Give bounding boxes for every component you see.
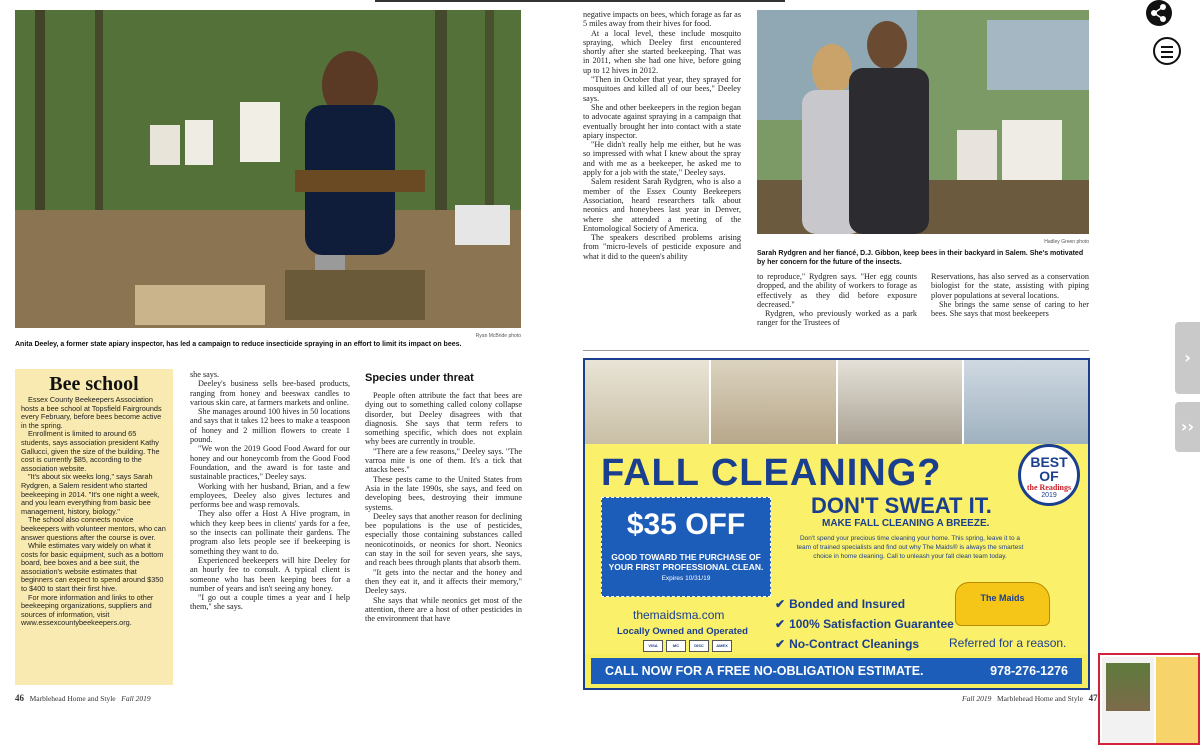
- sidebar-paragraph: The school also connects novice beekeepers with volunteer mentors, who can answer questions after the course is over.: [21, 515, 166, 542]
- coupon-expiry: Expires 10/31/19: [661, 575, 711, 582]
- magazine-name: Marblehead Home and Style: [29, 694, 116, 703]
- benefit-label: No-Contract Cleanings: [789, 637, 920, 651]
- article-paragraph: "Then in October that year, they sprayed for mosquitoes and killed all of our bees," Deeley says.: [583, 75, 741, 103]
- menu-button[interactable]: [1153, 37, 1181, 65]
- article-paragraph: They also offer a Host A Hive program, in which they keep bees in clients' yards for a fee, so the insects can pollinate their gardens. The program also lets people see if beekeeping is something they want to do.: [190, 509, 350, 556]
- article-paragraph: Experienced beekeepers will hire Deeley for an hourly fee to consult. A typical client is someone who has been keeping bees for a number of years and isn't seeing any honey.: [190, 555, 350, 593]
- beekeeper-photo: [15, 10, 521, 339]
- page-number: 47: [1088, 693, 1098, 703]
- page-thumbnail[interactable]: [1098, 653, 1200, 745]
- article-paragraph: "It gets into the nectar and the honey and then they eat it, and it affects their memory," Deeley says.: [365, 567, 522, 596]
- ad-photo-strip: [585, 360, 1088, 444]
- visa-card-icon: VISA: [643, 640, 663, 652]
- coupon-amount: $35 OFF: [626, 508, 746, 541]
- ad-tagline: MAKE FALL CLEANING A BREEZE.: [822, 518, 990, 529]
- sidebar-paragraph: Essex County Beekeepers Association hosts a bee school at Topsfield Fairgrounds every February, before bees become active in the spring.: [21, 395, 162, 430]
- maids-car-graphic: The Maids: [955, 582, 1050, 626]
- sidebar-paragraph: For more information and links to other beekeeping organizations, suppliers and sources of information, visit www.essexcountybeekeepers.org.: [21, 592, 154, 628]
- article-paragraph: "There are a few reasons," Deeley says. "The varroa mite is one of them. It's a tick that attacks bees.": [365, 446, 522, 475]
- beekeeper-photo-art: [15, 10, 521, 328]
- right-article-column-2: [757, 272, 917, 338]
- couple-photo: [757, 10, 1089, 245]
- next-page-button[interactable]: [1175, 322, 1200, 394]
- article-paragraph: Reservations, has also served as a conservation biologist for the state, assisting with piping plover populations at several locations.: [931, 272, 1089, 300]
- issue-label: Fall 2019: [962, 694, 992, 703]
- article-paragraph: negative impacts on bees, which forage as far as 5 miles away from their hives for food.: [583, 10, 742, 29]
- ad-body-copy: Don't spend your precious time cleaning your home. This spring, leave it to a team of trained specialists and find out why The Maids® is always the smartest choice in home cleaning. Call to unleash your fall clean team today.: [796, 535, 1024, 560]
- ad-photo: [964, 360, 1088, 444]
- share-icon: [1146, 0, 1172, 26]
- spread-top-rule: [375, 0, 785, 2]
- benefit-label: 100% Satisfaction Guarantee: [789, 617, 954, 631]
- best-of-badge: [1018, 444, 1080, 506]
- article-paragraph: She and other beekeepers in the region began to advocate against spraying in a campaign that eventually brought her into contact with a state apiary inspector.: [583, 102, 741, 140]
- article-column-2: [190, 370, 350, 688]
- cta-phone: 978-276-1276: [990, 664, 1068, 678]
- section-subhead: Species under threat: [365, 372, 474, 384]
- coupon-box: [601, 497, 771, 597]
- article-paragraph: Deeley says that another reason for declining bee populations is the use of pesticides, especially those containing substances called neonicotinoids, or neonics for short. Neonics can stay in the soil for seven years, she says, and reach bees through plants that absorb them.: [365, 511, 522, 568]
- left-page-footer: [15, 693, 151, 703]
- ad-slogan: Referred for a reason.: [949, 636, 1067, 650]
- amex-card-icon: AMEX: [712, 640, 732, 652]
- checkmark-icon: ✔: [775, 617, 786, 631]
- thumbnail-page-left: [1102, 657, 1154, 743]
- bee-school-sidebar: [15, 369, 173, 685]
- couple-photo-art: [757, 10, 1089, 234]
- article-paragraph: "He didn't really help me either, but he was so impressed with what I knew about the spray and with me as a beekeeper, he asked me to apply for a job with the state," Deeley says.: [583, 140, 741, 178]
- ad-owned-label: Locally Owned and Operated: [617, 626, 748, 637]
- cta-text: CALL NOW FOR A FREE NO-OBLIGATION ESTIMATE.: [605, 664, 924, 678]
- photo-credit: Hadley Green photo: [1044, 239, 1089, 245]
- article-paragraph: People often attribute the fact that bees are dying out to something called colony collapse disorder, but Deeley disagrees with that diagnosis. She says that term refers to something specific, which does not explain why bees are currently in trouble.: [365, 391, 522, 447]
- article-paragraph: She says that while neonics get most of the attention, there are a host of other pesticides in the environment that have: [365, 595, 522, 624]
- call-to-action-bar: [591, 658, 1082, 684]
- right-article-column-1: [583, 10, 741, 340]
- discover-card-icon: DISC: [689, 640, 709, 652]
- coupon-text: GOOD TOWARD THE PURCHASE OF YOUR FIRST PROFESSIONAL CLEAN.: [608, 552, 764, 572]
- sidebar-paragraph: While estimates vary widely on what it costs for basic equipment, such as a bottom board, bee boxes and a bee suit, the association's website estimates that beginners can expect to spend around $350 to $400 to start their first hive.: [21, 541, 164, 594]
- badge-line-2: the Readings: [1026, 483, 1072, 492]
- ad-headline: FALL CLEANING?: [601, 452, 942, 494]
- article-paragraph: Rydgren, who previously worked as a park ranger for the Trustees of: [757, 309, 917, 328]
- badge-line-1: BEST OF: [1030, 454, 1068, 484]
- section-divider: [583, 350, 1089, 351]
- right-article-column-3: [931, 272, 1089, 338]
- article-paragraph: At a local level, these include mosquito spraying, which Deeley first encountered shortly after she started beekeeping. That was in 2011, when she had one hive, before going up to 12 hives in 2012.: [583, 28, 741, 75]
- article-paragraph: Salem resident Sarah Rydgren, who is also a member of the Essex County Beekeepers Association, heard researchers talk about neonics and honeybees last year in Denver, where she attended a meeting of the Entomological Society of America.: [583, 177, 741, 233]
- checkmark-icon: ✔: [775, 637, 786, 651]
- article-paragraph: These pests came to the United States from Asia in the late 1990s, she says, and feed on developing bees, destroying their immune systems.: [365, 474, 522, 512]
- article-paragraph: to reproduce," Rydgren says. "Her egg counts dropped, and the ability of workers to forage as effectively as they did before exposure decreased.": [757, 272, 917, 309]
- share-button[interactable]: [1146, 0, 1172, 26]
- benefit-item: [775, 594, 954, 614]
- last-page-button[interactable]: [1175, 402, 1200, 452]
- page-number: 46: [15, 693, 24, 703]
- article-paragraph: She manages around 100 hives in 50 locations and says that it takes 12 bees to make a teaspoon of honey and 2 million flowers to create 1 pound.: [190, 407, 350, 445]
- payment-cards: [643, 640, 732, 652]
- ad-photo: [711, 360, 837, 444]
- article-column-3: [365, 391, 522, 687]
- article-paragraph: "I go out a couple times a year and I help them," she says.: [190, 593, 350, 612]
- article-paragraph: she says.: [190, 370, 220, 379]
- photo-caption: Sarah Rydgren and her fiancé, D.J. Gibbon, keep bees in their backyard in Salem. She's motivated by her concern for the future of the insects.: [757, 250, 1084, 267]
- article-paragraph: Deeley's business sells bee-based products, ranging from honey and beeswax candles to various skin care, at farmers markets and online.: [190, 379, 350, 407]
- maids-advertisement: [583, 358, 1090, 690]
- mastercard-icon: MC: [666, 640, 686, 652]
- issue-label: Fall 2019: [121, 694, 151, 703]
- article-paragraph: Working with her husband, Brian, and a few employees, Deeley also gives lectures and performs bee and wasp removals.: [190, 481, 350, 510]
- article-paragraph: She brings the same sense of caring to her bees. She says that most beekeepers: [931, 299, 1089, 319]
- benefit-item: [775, 614, 954, 634]
- sidebar-title: Bee school: [49, 373, 139, 395]
- ad-photo: [838, 360, 964, 444]
- article-paragraph: The speakers described problems arising from "micro-levels of pesticide exposure and what it did to the queen's ability: [583, 233, 741, 261]
- badge-line-3: 2019: [1041, 492, 1057, 499]
- checkmark-icon: ✔: [775, 597, 786, 611]
- ad-website: themaidsma.com: [633, 608, 725, 622]
- benefit-label: Bonded and Insured: [789, 597, 906, 611]
- sidebar-paragraph: Enrollment is limited to around 65 students, says association president Kathy Gallucci, given the size of the building. The cost is currently $85, according to the association website.: [21, 429, 160, 473]
- ad-photo: [585, 360, 711, 444]
- thumbnail-page-right: [1156, 657, 1198, 743]
- right-page-footer: [962, 693, 1098, 703]
- photo-caption: Anita Deeley, a former state apiary inspector, has led a campaign to reduce insecticide spraying in an effort to limit its impact on bees.: [15, 341, 462, 348]
- chevron-right-icon: ›: [1184, 348, 1191, 367]
- benefit-item: [775, 634, 954, 654]
- double-chevron-right-icon: ››: [1180, 417, 1195, 436]
- ad-benefits-list: [775, 594, 954, 654]
- article-paragraph: "We won the 2019 Good Food Award for our honey and our honeycomb from the Good Food Foundation, and the award is for taste and sustainable practices," Deeley says.: [190, 444, 350, 482]
- magazine-name: Marblehead Home and Style: [997, 694, 1084, 703]
- photo-credit: Ryan McBride photo: [475, 333, 521, 339]
- sidebar-paragraph: "It's about six weeks long," says Sarah Rydgren, a Salem resident who started beekeeping in 2014. "It's one night a week, and you learn everything from basic bee management, history, biology.": [21, 472, 160, 516]
- ad-subhead: DON'T SWEAT IT.: [811, 493, 992, 518]
